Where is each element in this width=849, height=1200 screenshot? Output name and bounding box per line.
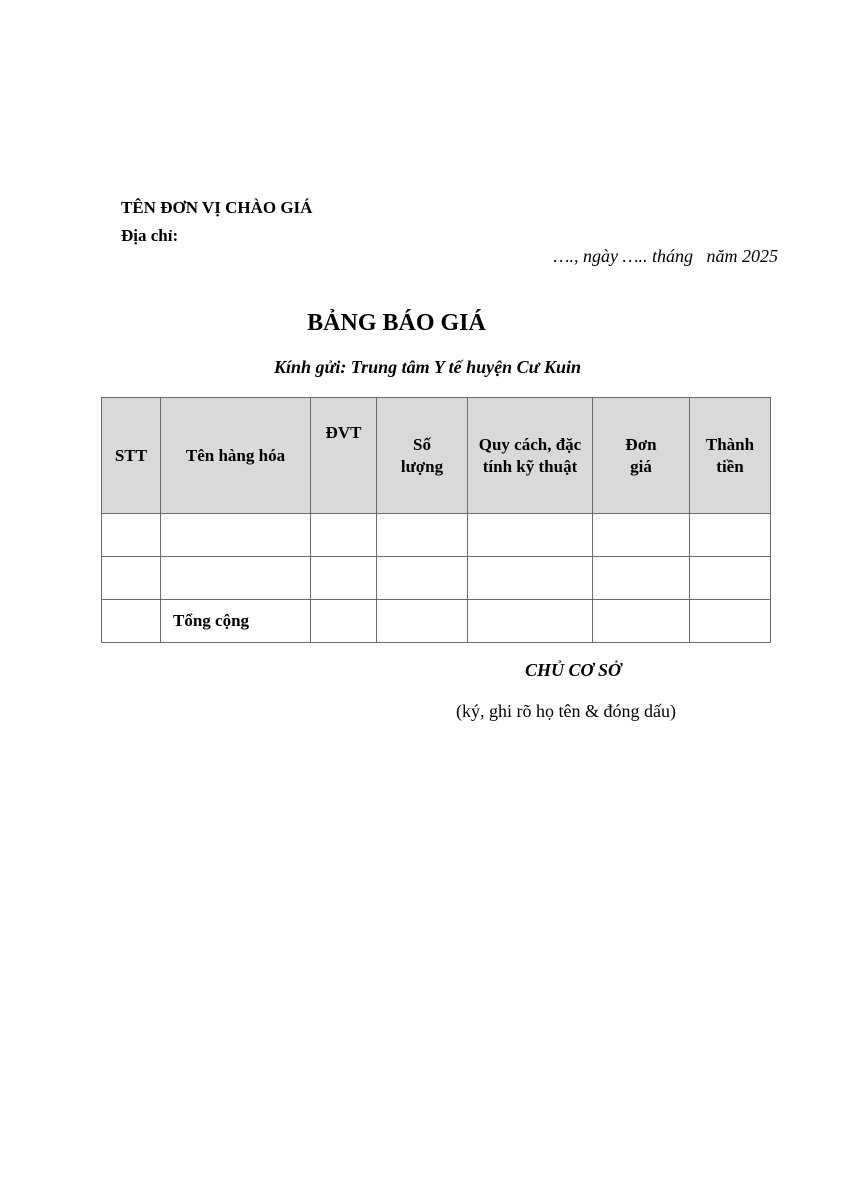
table-cell[interactable] [161, 557, 311, 600]
table-cell[interactable] [161, 514, 311, 557]
total-cell-unit-price[interactable] [593, 600, 690, 643]
quote-table [101, 397, 771, 643]
total-label: Tổng cộng [161, 600, 311, 643]
column-header-quantity [377, 398, 468, 514]
table-cell[interactable] [593, 514, 690, 557]
column-header-amount-text: Thành tiền [705, 434, 755, 476]
column-header-quantity-text: Số lượng [400, 434, 444, 476]
table-cell[interactable] [468, 514, 593, 557]
table-cell[interactable] [311, 514, 377, 557]
total-cell-specification[interactable] [468, 600, 593, 643]
column-header-unit: ĐVT [311, 398, 377, 514]
column-header-unit-price-text: Đơn giá [625, 434, 657, 476]
signer-note: (ký, ghi rõ họ tên & đóng dấu) [456, 701, 676, 721]
signer-title: CHỦ CƠ SỞ [525, 660, 622, 680]
column-header-unit-price [593, 398, 690, 514]
document-title-text: BẢNG BÁO GIÁ [307, 310, 486, 336]
table-header-row [102, 398, 771, 514]
recipient-text: Kính gửi: Trung tâm Y tế huyện Cư Kuin [274, 357, 581, 377]
table-cell[interactable] [377, 514, 468, 557]
total-cell-quantity[interactable] [377, 600, 468, 643]
document-title [0, 310, 849, 337]
table-cell[interactable] [690, 557, 771, 600]
column-header-item-name: Tên hàng hóa [161, 398, 311, 514]
column-header-stt: STT [102, 398, 161, 514]
organization-name: TÊN ĐƠN VỊ CHÀO GIÁ [121, 198, 313, 217]
table-cell[interactable] [468, 557, 593, 600]
column-header-amount [690, 398, 771, 514]
date-line: …., ngày ….. tháng năm 2025 [553, 246, 778, 266]
total-cell-amount[interactable] [690, 600, 771, 643]
address-label: Địa chỉ: [121, 226, 179, 245]
table-row [102, 514, 771, 557]
recipient-line [0, 357, 849, 378]
table-row [102, 557, 771, 600]
total-cell-stt [102, 600, 161, 643]
table-cell[interactable] [377, 557, 468, 600]
total-row [102, 600, 771, 643]
column-header-specification [468, 398, 593, 514]
table-cell[interactable] [102, 514, 161, 557]
table-cell[interactable] [690, 514, 771, 557]
table-cell[interactable] [593, 557, 690, 600]
table-cell[interactable] [311, 557, 377, 600]
table-cell[interactable] [102, 557, 161, 600]
column-header-specification-text: Quy cách, đặc tính kỹ thuật [478, 434, 582, 476]
total-cell-unit[interactable] [311, 600, 377, 643]
